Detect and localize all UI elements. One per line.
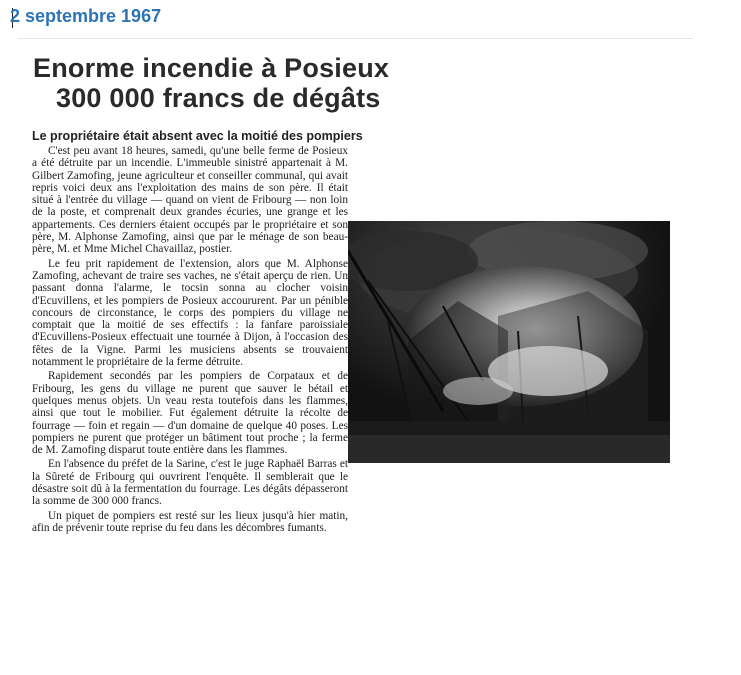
headline-line-2: 300 000 francs de dégâts [56,83,381,113]
article-subhead: Le propriétaire était absent avec la moitié des pompiers [32,129,363,143]
fire-photo [348,221,670,463]
paragraph-2: Le feu prit rapidement de l'extension, alors que M. Alphonse Zamofing, achevant de traire ses vaches, ne s'était aperçu de rien. Un passant donna l'alarme, le tocsin sonna au clocher voisin d'Ecuvillens, et les pompiers de Posieux accoururent. Par un pénible concours de circonstance, le corps des pompiers du village ne comptait que la moitié de ses effectifs : la fanfare paroissiale d'Ecuvillens-Posieux effectuait une tournée à Dijon, à l'occasion des fêtes de la Vigne. Parmi les musiciens absents se trouvaient notamment le propriétaire de la ferme détruite. [32,257,348,369]
article-headline [33,53,389,113]
paragraph-3: Rapidement secondés par les pompiers de Corpataux et de Fribourg, les gens du village ne purent que sauver le bétail et quelques menus objets. Un veau resta toutefois dans les flammes, ainsi que tout le mobilier. Fut également détruite la récolte de fourrage — foin et regain — d'un domaine de quelque 40 poses. Les pompiers ne purent que protéger un bâtiment tout proche ; la ferme de M. Zamofing disparut toute entière dans les flammes. [32,370,348,457]
newspaper-clipping [18,38,693,671]
headline-line-1: Enorme incendie à Posieux [33,53,390,83]
article-body [32,145,348,536]
paragraph-5: Un piquet de pompiers est resté sur les lieux jusqu'à hier matin, afin de prévenir toute reprise du feu dans les décombres fumants. [32,509,348,534]
paragraph-1: C'est peu avant 18 heures, samedi, qu'une belle ferme de Posieux a été détruite par un incendie. L'immeuble sinistré appartenait à M. Gilbert Zamofing, jeune agriculteur et conseiller communal, qui avait repris voici deux ans l'exploitation des mains de son père. Il était situé à l'entrée du village — quand on vient de Fribourg — non loin de la poste, et comprenait deux grandes écuries, une grange et les appartements. Ces derniers étaient occupés par le propriétaire et son père, M. Alphonse Zamofing, ainsi que par le ménage de son beau-père, M. et Mme Michel Chavaillaz, postier. [32,145,348,256]
date-heading: 2 septembre 1967 [10,6,162,26]
paragraph-4: En l'absence du préfet de la Sarine, c'est le juge Raphaël Barras et la Sûreté de Fribourg qui ouvrirent l'enquête. Il semblerait que le désastre soit dû à la fermentation du fourrage. Les dégâts dépasseront la somme de 300 000 francs. [32,458,348,508]
